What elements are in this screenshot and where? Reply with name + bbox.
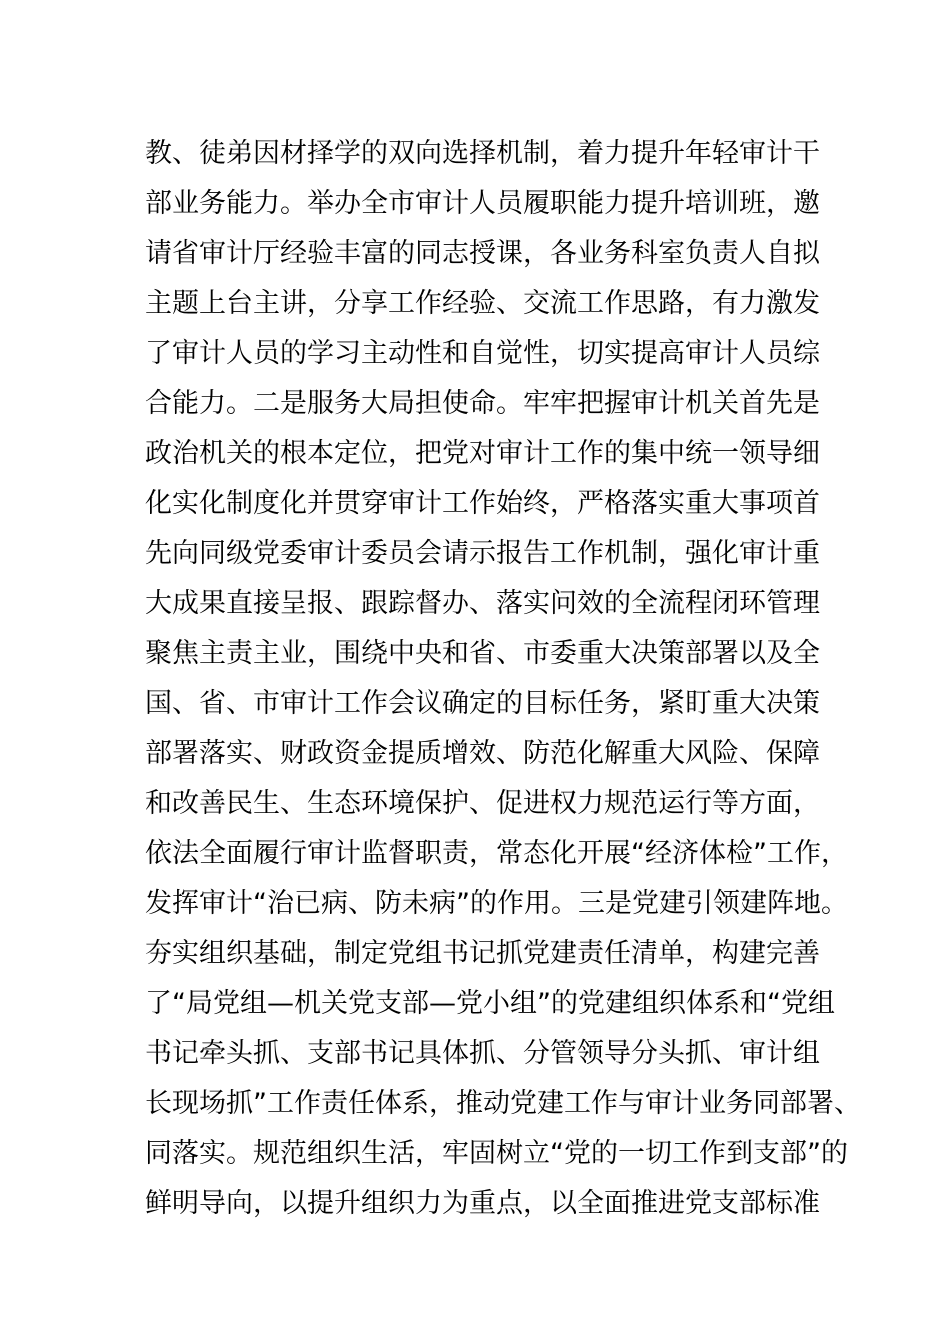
text-line: 了“局党组—机关党支部—党小组”的党建组织体系和“党组 [145, 988, 835, 1019]
body-text [145, 129, 861, 1229]
text-line: 了审计人员的学习主动性和自觉性，切实提高审计人员综 [145, 338, 820, 369]
text-line: 部业务能力。举办全市审计人员履职能力提升培训班，邀 [145, 188, 820, 219]
text-line: 夯实组织基础，制定党组书记抓党建责任清单，构建完善 [145, 938, 820, 969]
text-line: 大成果直接呈报、跟踪督办、落实问效的全流程闭环管理 [145, 588, 820, 619]
text-line: 主题上台主讲，分享工作经验、交流工作思路，有力激发 [145, 288, 820, 319]
text-line: 长现场抓”工作责任体系，推动党建工作与审计业务同部署、 [145, 1088, 861, 1119]
text-line: 先向同级党委审计委员会请示报告工作机制，强化审计重 [145, 538, 820, 569]
text-line: 化实化制度化并贯穿审计工作始终，严格落实重大事项首 [145, 488, 820, 519]
text-line: 请省审计厅经验丰富的同志授课，各业务科室负责人自拟 [145, 238, 820, 269]
text-line: 同落实。规范组织生活，牢固树立“党的一切工作到支部”的 [145, 1138, 848, 1169]
text-line: 书记牵头抓、支部书记具体抓、分管领导分头抓、审计组 [145, 1038, 820, 1069]
text-line: 依法全面履行审计监督职责，常态化开展“经济体检”工作， [145, 838, 848, 869]
text-line: 政治机关的根本定位，把党对审计工作的集中统一领导细 [145, 438, 820, 469]
text-line: 和改善民生、生态环境保护、促进权力规范运行等方面， [145, 788, 820, 819]
text-line: 发挥审计“治已病、防未病”的作用。三是党建引领建阵地。 [145, 888, 848, 919]
text-line: 合能力。二是服务大局担使命。牢牢把握审计机关首先是 [145, 388, 820, 419]
text-line: 鲜明导向，以提升组织力为重点，以全面推进党支部标准 [145, 1188, 820, 1219]
text-line: 教、徒弟因材择学的双向选择机制，着力提升年轻审计干 [145, 138, 820, 169]
text-line: 部署落实、财政资金提质增效、防范化解重大风险、保障 [145, 738, 820, 769]
text-line: 聚焦主责主业，围绕中央和省、市委重大决策部署以及全 [145, 638, 820, 669]
text-line: 国、省、市审计工作会议确定的目标任务，紧盯重大决策 [145, 688, 820, 719]
